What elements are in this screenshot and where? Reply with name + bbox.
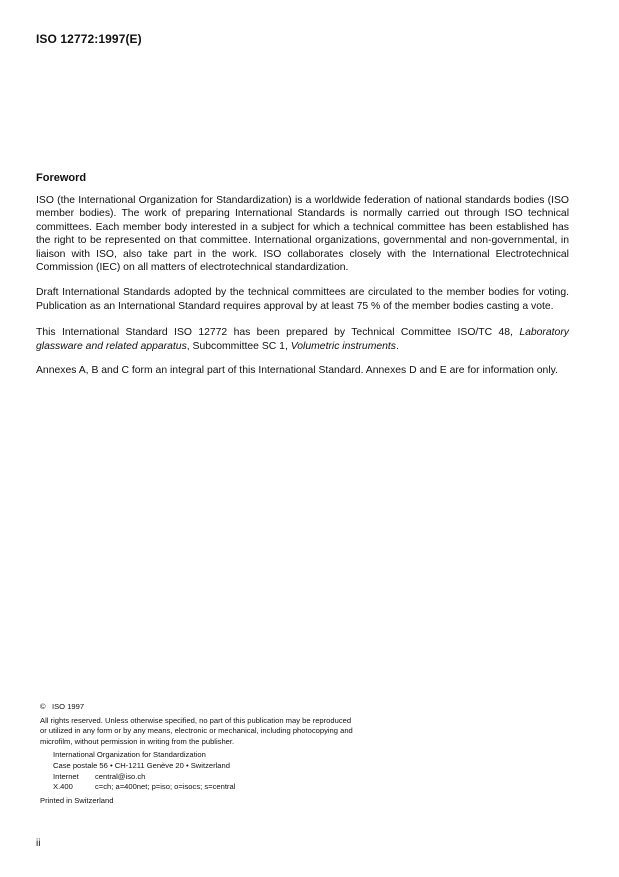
internet-value: central@iso.ch: [95, 771, 146, 781]
rights-line-2: or utilized in any form or by any means, electronic or mechanical, including photocopying and: [40, 726, 353, 736]
copyright-block: [40, 702, 440, 806]
org-address: Case postale 56 • CH-1211 Genève 20 • Switzerland: [53, 760, 230, 770]
copyright-line: [40, 702, 440, 713]
foreword-paragraph-1: ISO (the International Organization for Standardization) is a worldwide federation of national standards bodies (ISO member bodies). The work of preparing International Standards is normally carried out through ISO technical committees. Each member body interested in a subject for which a technical committee has been established has the right to be represented on that committee. International organizations, governmental and non-governmental, in liaison with ISO, also take part in the work. ISO collaborates closely with the International Electrotechnical Commission (IEC) on all matters of electrotechnical standardization.: [36, 195, 569, 274]
p3-subcommittee-title: Volumetric instruments: [290, 340, 397, 352]
foreword-paragraph-2: Draft International Standards adopted by the technical committees are circulated to the member bodies for voting. Publication as an International Standard requires approval by at least 75 % of the member bodies casting a vote.: [36, 287, 569, 312]
rights-line-1: All rights reserved. Unless otherwise specified, no part of this publication may be reproduced: [40, 715, 352, 725]
copyright-year: ISO 1997: [52, 702, 85, 711]
foreword-heading: Foreword: [36, 172, 87, 184]
x400-label: X.400: [53, 782, 73, 792]
p3-text-1: This International Standard ISO 12772 has been prepared by Technical Committee ISO/TC 48,: [36, 327, 520, 339]
internet-row: [40, 772, 440, 783]
document-header: ISO 12772:1997(E): [36, 32, 142, 46]
printed-in: Printed in Switzerland: [40, 795, 114, 805]
org-name: International Organization for Standardization: [53, 750, 206, 760]
copyright-symbol: ©: [40, 702, 46, 711]
foreword-paragraph-4: Annexes A, B and C form an integral part of this International Standard. Annexes D and E are for information only.: [36, 365, 558, 377]
internet-label: Internet: [53, 771, 79, 781]
x400-value: c=ch; a=400net; p=iso; o=isocs; s=central: [95, 782, 236, 792]
rights-line-3: microfilm, without permission in writing from the publisher.: [40, 736, 235, 746]
foreword-paragraph-3: [36, 326, 569, 353]
p3-committee-title: Laboratory glassware and related apparatus: [36, 327, 569, 352]
foreword-body: [36, 194, 569, 388]
p3-text-3: .: [396, 340, 399, 352]
x400-row: [40, 782, 440, 793]
page-number: ii: [36, 838, 41, 849]
p3-text-2: , Subcommittee SC 1,: [186, 340, 291, 352]
